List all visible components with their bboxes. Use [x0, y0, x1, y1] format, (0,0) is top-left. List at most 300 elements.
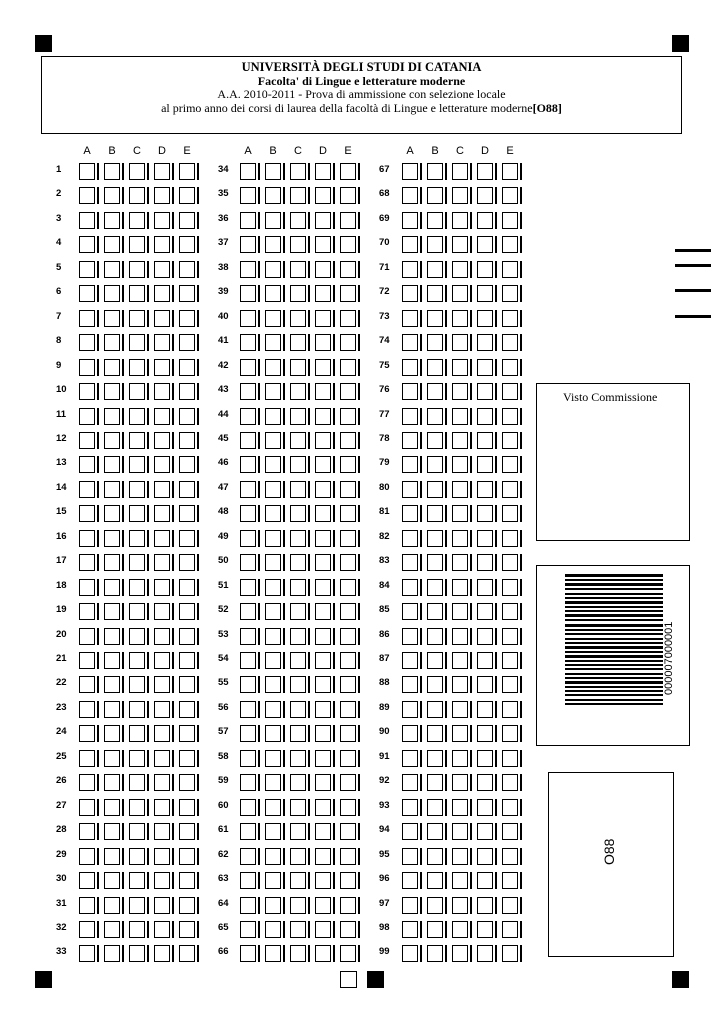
answer-checkbox-a[interactable] [402, 921, 418, 938]
answer-checkbox-a[interactable] [240, 456, 256, 473]
answer-checkbox-a[interactable] [79, 359, 95, 376]
answer-checkbox-b[interactable] [427, 725, 443, 742]
answer-checkbox-d[interactable] [315, 750, 331, 767]
answer-checkbox-a[interactable] [402, 261, 418, 278]
answer-checkbox-c[interactable] [452, 261, 468, 278]
answer-checkbox-a[interactable] [79, 921, 95, 938]
answer-checkbox-b[interactable] [427, 774, 443, 791]
answer-checkbox-b[interactable] [427, 163, 443, 180]
answer-checkbox-b[interactable] [104, 579, 120, 596]
answer-checkbox-c[interactable] [129, 554, 145, 571]
answer-checkbox-c[interactable] [290, 408, 306, 425]
answer-checkbox-e[interactable] [179, 310, 195, 327]
answer-checkbox-e[interactable] [502, 456, 518, 473]
answer-checkbox-c[interactable] [452, 359, 468, 376]
answer-checkbox-b[interactable] [427, 408, 443, 425]
answer-checkbox-a[interactable] [240, 236, 256, 253]
answer-checkbox-b[interactable] [104, 799, 120, 816]
answer-checkbox-a[interactable] [402, 505, 418, 522]
answer-checkbox-c[interactable] [129, 359, 145, 376]
answer-checkbox-d[interactable] [477, 310, 493, 327]
answer-checkbox-e[interactable] [179, 359, 195, 376]
answer-checkbox-d[interactable] [477, 285, 493, 302]
answer-checkbox-a[interactable] [240, 628, 256, 645]
answer-checkbox-a[interactable] [240, 163, 256, 180]
answer-checkbox-a[interactable] [240, 432, 256, 449]
answer-checkbox-a[interactable] [79, 554, 95, 571]
answer-checkbox-d[interactable] [315, 187, 331, 204]
answer-checkbox-a[interactable] [79, 383, 95, 400]
answer-checkbox-e[interactable] [340, 456, 356, 473]
answer-checkbox-c[interactable] [129, 187, 145, 204]
answer-checkbox-a[interactable] [240, 285, 256, 302]
answer-checkbox-c[interactable] [290, 579, 306, 596]
answer-checkbox-a[interactable] [402, 774, 418, 791]
answer-checkbox-e[interactable] [179, 652, 195, 669]
answer-checkbox-a[interactable] [402, 725, 418, 742]
answer-checkbox-b[interactable] [104, 872, 120, 889]
answer-checkbox-b[interactable] [104, 187, 120, 204]
answer-checkbox-c[interactable] [129, 432, 145, 449]
answer-checkbox-d[interactable] [477, 456, 493, 473]
answer-checkbox-e[interactable] [179, 774, 195, 791]
answer-checkbox-b[interactable] [427, 456, 443, 473]
answer-checkbox-b[interactable] [427, 554, 443, 571]
answer-checkbox-d[interactable] [477, 848, 493, 865]
answer-checkbox-a[interactable] [240, 310, 256, 327]
answer-checkbox-b[interactable] [104, 701, 120, 718]
answer-checkbox-e[interactable] [179, 261, 195, 278]
answer-checkbox-c[interactable] [452, 725, 468, 742]
answer-checkbox-e[interactable] [179, 945, 195, 962]
answer-checkbox-d[interactable] [315, 774, 331, 791]
answer-checkbox-b[interactable] [265, 236, 281, 253]
answer-checkbox-e[interactable] [340, 872, 356, 889]
answer-checkbox-e[interactable] [502, 432, 518, 449]
answer-checkbox-c[interactable] [129, 628, 145, 645]
answer-checkbox-e[interactable] [502, 212, 518, 229]
answer-checkbox-d[interactable] [477, 823, 493, 840]
answer-checkbox-a[interactable] [79, 505, 95, 522]
answer-checkbox-e[interactable] [502, 603, 518, 620]
answer-checkbox-a[interactable] [402, 456, 418, 473]
answer-checkbox-e[interactable] [502, 261, 518, 278]
answer-checkbox-b[interactable] [427, 579, 443, 596]
answer-checkbox-b[interactable] [427, 261, 443, 278]
answer-checkbox-c[interactable] [452, 530, 468, 547]
answer-checkbox-c[interactable] [452, 187, 468, 204]
answer-checkbox-b[interactable] [265, 774, 281, 791]
answer-checkbox-b[interactable] [104, 285, 120, 302]
answer-checkbox-b[interactable] [265, 212, 281, 229]
answer-checkbox-b[interactable] [265, 725, 281, 742]
answer-checkbox-c[interactable] [129, 505, 145, 522]
answer-checkbox-d[interactable] [477, 774, 493, 791]
answer-checkbox-a[interactable] [79, 848, 95, 865]
answer-checkbox-c[interactable] [452, 774, 468, 791]
answer-checkbox-b[interactable] [104, 530, 120, 547]
answer-checkbox-e[interactable] [340, 236, 356, 253]
answer-checkbox-e[interactable] [179, 456, 195, 473]
answer-checkbox-b[interactable] [104, 945, 120, 962]
answer-checkbox-d[interactable] [154, 823, 170, 840]
answer-checkbox-c[interactable] [452, 823, 468, 840]
answer-checkbox-a[interactable] [402, 848, 418, 865]
answer-checkbox-e[interactable] [340, 628, 356, 645]
answer-checkbox-c[interactable] [290, 848, 306, 865]
answer-checkbox-b[interactable] [427, 432, 443, 449]
answer-checkbox-c[interactable] [129, 774, 145, 791]
answer-checkbox-a[interactable] [240, 921, 256, 938]
answer-checkbox-d[interactable] [315, 236, 331, 253]
answer-checkbox-c[interactable] [129, 652, 145, 669]
answer-checkbox-e[interactable] [179, 505, 195, 522]
answer-checkbox-e[interactable] [179, 872, 195, 889]
answer-checkbox-a[interactable] [240, 579, 256, 596]
answer-checkbox-d[interactable] [315, 848, 331, 865]
answer-checkbox-a[interactable] [79, 872, 95, 889]
answer-checkbox-d[interactable] [315, 334, 331, 351]
answer-checkbox-b[interactable] [104, 310, 120, 327]
answer-checkbox-c[interactable] [290, 383, 306, 400]
answer-checkbox-b[interactable] [265, 945, 281, 962]
answer-checkbox-a[interactable] [240, 872, 256, 889]
answer-checkbox-c[interactable] [452, 456, 468, 473]
answer-checkbox-a[interactable] [240, 505, 256, 522]
answer-checkbox-b[interactable] [427, 652, 443, 669]
answer-checkbox-d[interactable] [154, 505, 170, 522]
answer-checkbox-a[interactable] [240, 774, 256, 791]
answer-checkbox-b[interactable] [265, 383, 281, 400]
answer-checkbox-b[interactable] [427, 310, 443, 327]
answer-checkbox-e[interactable] [502, 897, 518, 914]
answer-checkbox-e[interactable] [179, 408, 195, 425]
answer-checkbox-d[interactable] [154, 799, 170, 816]
answer-checkbox-c[interactable] [129, 603, 145, 620]
answer-checkbox-a[interactable] [240, 212, 256, 229]
answer-checkbox-b[interactable] [104, 212, 120, 229]
answer-checkbox-d[interactable] [154, 921, 170, 938]
answer-checkbox-b[interactable] [265, 530, 281, 547]
answer-checkbox-a[interactable] [79, 187, 95, 204]
answer-checkbox-d[interactable] [315, 872, 331, 889]
answer-checkbox-e[interactable] [502, 921, 518, 938]
answer-checkbox-b[interactable] [104, 554, 120, 571]
answer-checkbox-c[interactable] [452, 408, 468, 425]
answer-checkbox-c[interactable] [129, 799, 145, 816]
answer-checkbox-d[interactable] [477, 725, 493, 742]
answer-checkbox-d[interactable] [315, 212, 331, 229]
answer-checkbox-c[interactable] [290, 701, 306, 718]
answer-checkbox-e[interactable] [340, 383, 356, 400]
answer-checkbox-d[interactable] [315, 799, 331, 816]
answer-checkbox-c[interactable] [290, 799, 306, 816]
answer-checkbox-e[interactable] [340, 212, 356, 229]
answer-checkbox-c[interactable] [290, 628, 306, 645]
answer-checkbox-e[interactable] [179, 212, 195, 229]
answer-checkbox-a[interactable] [240, 799, 256, 816]
answer-checkbox-e[interactable] [502, 725, 518, 742]
answer-checkbox-c[interactable] [290, 750, 306, 767]
answer-checkbox-b[interactable] [265, 359, 281, 376]
answer-checkbox-d[interactable] [315, 676, 331, 693]
answer-checkbox-e[interactable] [179, 823, 195, 840]
answer-checkbox-d[interactable] [477, 701, 493, 718]
answer-checkbox-b[interactable] [265, 163, 281, 180]
answer-checkbox-d[interactable] [154, 750, 170, 767]
answer-checkbox-e[interactable] [179, 383, 195, 400]
answer-checkbox-d[interactable] [315, 945, 331, 962]
answer-checkbox-d[interactable] [154, 456, 170, 473]
answer-checkbox-b[interactable] [265, 310, 281, 327]
answer-checkbox-a[interactable] [240, 408, 256, 425]
answer-checkbox-d[interactable] [315, 554, 331, 571]
answer-checkbox-b[interactable] [104, 725, 120, 742]
answer-checkbox-e[interactable] [340, 505, 356, 522]
answer-checkbox-d[interactable] [154, 212, 170, 229]
answer-checkbox-b[interactable] [265, 603, 281, 620]
answer-checkbox-e[interactable] [179, 579, 195, 596]
answer-checkbox-d[interactable] [477, 212, 493, 229]
answer-checkbox-b[interactable] [265, 554, 281, 571]
answer-checkbox-e[interactable] [502, 848, 518, 865]
answer-checkbox-a[interactable] [79, 676, 95, 693]
answer-checkbox-a[interactable] [79, 945, 95, 962]
answer-checkbox-b[interactable] [265, 750, 281, 767]
answer-checkbox-d[interactable] [315, 725, 331, 742]
answer-checkbox-d[interactable] [154, 383, 170, 400]
answer-checkbox-e[interactable] [340, 554, 356, 571]
answer-checkbox-b[interactable] [265, 285, 281, 302]
answer-checkbox-c[interactable] [452, 579, 468, 596]
answer-checkbox-c[interactable] [452, 163, 468, 180]
answer-checkbox-c[interactable] [129, 897, 145, 914]
answer-checkbox-d[interactable] [154, 774, 170, 791]
answer-checkbox-c[interactable] [129, 701, 145, 718]
answer-checkbox-c[interactable] [290, 310, 306, 327]
answer-checkbox-d[interactable] [477, 603, 493, 620]
answer-checkbox-c[interactable] [129, 921, 145, 938]
answer-checkbox-e[interactable] [502, 505, 518, 522]
answer-checkbox-e[interactable] [502, 481, 518, 498]
answer-checkbox-a[interactable] [402, 383, 418, 400]
answer-checkbox-c[interactable] [129, 212, 145, 229]
answer-checkbox-b[interactable] [427, 285, 443, 302]
answer-checkbox-d[interactable] [315, 285, 331, 302]
answer-checkbox-d[interactable] [477, 676, 493, 693]
answer-checkbox-d[interactable] [154, 432, 170, 449]
answer-checkbox-a[interactable] [79, 285, 95, 302]
answer-checkbox-a[interactable] [79, 799, 95, 816]
answer-checkbox-c[interactable] [290, 334, 306, 351]
answer-checkbox-e[interactable] [179, 285, 195, 302]
answer-checkbox-e[interactable] [502, 750, 518, 767]
answer-checkbox-c[interactable] [290, 505, 306, 522]
answer-checkbox-d[interactable] [315, 603, 331, 620]
answer-checkbox-a[interactable] [79, 212, 95, 229]
answer-checkbox-a[interactable] [240, 676, 256, 693]
answer-checkbox-a[interactable] [402, 897, 418, 914]
answer-checkbox-b[interactable] [104, 383, 120, 400]
answer-checkbox-b[interactable] [104, 848, 120, 865]
answer-checkbox-d[interactable] [154, 945, 170, 962]
answer-checkbox-a[interactable] [240, 359, 256, 376]
answer-checkbox-d[interactable] [315, 359, 331, 376]
answer-checkbox-b[interactable] [265, 799, 281, 816]
answer-checkbox-b[interactable] [265, 823, 281, 840]
answer-checkbox-b[interactable] [427, 628, 443, 645]
answer-checkbox-e[interactable] [502, 554, 518, 571]
answer-checkbox-c[interactable] [129, 530, 145, 547]
answer-checkbox-e[interactable] [340, 579, 356, 596]
answer-checkbox-d[interactable] [315, 310, 331, 327]
answer-checkbox-c[interactable] [129, 725, 145, 742]
answer-checkbox-d[interactable] [315, 163, 331, 180]
answer-checkbox-d[interactable] [154, 481, 170, 498]
answer-checkbox-c[interactable] [290, 676, 306, 693]
answer-checkbox-b[interactable] [265, 652, 281, 669]
answer-checkbox-d[interactable] [477, 236, 493, 253]
answer-checkbox-e[interactable] [502, 701, 518, 718]
answer-checkbox-a[interactable] [79, 163, 95, 180]
answer-checkbox-d[interactable] [154, 530, 170, 547]
answer-checkbox-d[interactable] [315, 432, 331, 449]
answer-checkbox-c[interactable] [452, 212, 468, 229]
answer-checkbox-b[interactable] [265, 261, 281, 278]
answer-checkbox-c[interactable] [452, 921, 468, 938]
answer-checkbox-c[interactable] [452, 872, 468, 889]
answer-checkbox-b[interactable] [427, 187, 443, 204]
answer-checkbox-b[interactable] [427, 603, 443, 620]
answer-checkbox-d[interactable] [154, 236, 170, 253]
answer-checkbox-e[interactable] [179, 554, 195, 571]
answer-checkbox-a[interactable] [240, 383, 256, 400]
answer-checkbox-e[interactable] [340, 432, 356, 449]
answer-checkbox-a[interactable] [240, 725, 256, 742]
answer-checkbox-e[interactable] [340, 261, 356, 278]
answer-checkbox-d[interactable] [315, 481, 331, 498]
answer-checkbox-c[interactable] [452, 799, 468, 816]
answer-checkbox-a[interactable] [79, 725, 95, 742]
answer-checkbox-b[interactable] [427, 676, 443, 693]
answer-checkbox-b[interactable] [104, 652, 120, 669]
answer-checkbox-c[interactable] [452, 945, 468, 962]
answer-checkbox-d[interactable] [315, 628, 331, 645]
answer-checkbox-c[interactable] [290, 456, 306, 473]
answer-checkbox-b[interactable] [265, 432, 281, 449]
answer-checkbox-b[interactable] [104, 359, 120, 376]
answer-checkbox-c[interactable] [290, 921, 306, 938]
answer-checkbox-c[interactable] [129, 383, 145, 400]
answer-checkbox-d[interactable] [154, 676, 170, 693]
answer-checkbox-b[interactable] [104, 921, 120, 938]
answer-checkbox-b[interactable] [427, 334, 443, 351]
answer-checkbox-c[interactable] [452, 701, 468, 718]
answer-checkbox-a[interactable] [240, 187, 256, 204]
answer-checkbox-b[interactable] [265, 505, 281, 522]
answer-checkbox-c[interactable] [290, 187, 306, 204]
answer-checkbox-e[interactable] [179, 628, 195, 645]
answer-checkbox-a[interactable] [402, 554, 418, 571]
answer-checkbox-e[interactable] [179, 236, 195, 253]
answer-checkbox-b[interactable] [104, 432, 120, 449]
answer-checkbox-a[interactable] [79, 579, 95, 596]
answer-checkbox-e[interactable] [179, 530, 195, 547]
answer-checkbox-a[interactable] [402, 823, 418, 840]
answer-checkbox-d[interactable] [477, 187, 493, 204]
answer-checkbox-a[interactable] [240, 848, 256, 865]
answer-checkbox-b[interactable] [104, 408, 120, 425]
answer-checkbox-b[interactable] [265, 872, 281, 889]
answer-checkbox-d[interactable] [154, 897, 170, 914]
answer-checkbox-c[interactable] [290, 725, 306, 742]
answer-checkbox-e[interactable] [179, 163, 195, 180]
answer-checkbox-d[interactable] [477, 921, 493, 938]
answer-checkbox-d[interactable] [315, 579, 331, 596]
answer-checkbox-c[interactable] [129, 848, 145, 865]
answer-checkbox-b[interactable] [104, 603, 120, 620]
answer-checkbox-e[interactable] [502, 823, 518, 840]
answer-checkbox-d[interactable] [477, 897, 493, 914]
answer-checkbox-b[interactable] [427, 823, 443, 840]
answer-checkbox-e[interactable] [179, 921, 195, 938]
answer-checkbox-a[interactable] [402, 163, 418, 180]
answer-checkbox-a[interactable] [240, 897, 256, 914]
answer-checkbox-d[interactable] [477, 652, 493, 669]
answer-checkbox-b[interactable] [427, 530, 443, 547]
answer-checkbox-e[interactable] [340, 848, 356, 865]
answer-checkbox-d[interactable] [315, 897, 331, 914]
answer-checkbox-c[interactable] [452, 310, 468, 327]
answer-checkbox-b[interactable] [265, 408, 281, 425]
answer-checkbox-b[interactable] [265, 848, 281, 865]
answer-checkbox-a[interactable] [402, 187, 418, 204]
answer-checkbox-c[interactable] [129, 872, 145, 889]
answer-checkbox-d[interactable] [315, 652, 331, 669]
answer-checkbox-d[interactable] [477, 505, 493, 522]
answer-checkbox-e[interactable] [340, 897, 356, 914]
answer-checkbox-b[interactable] [104, 505, 120, 522]
answer-checkbox-c[interactable] [452, 628, 468, 645]
answer-checkbox-a[interactable] [79, 823, 95, 840]
answer-checkbox-a[interactable] [402, 236, 418, 253]
answer-checkbox-d[interactable] [154, 628, 170, 645]
answer-checkbox-b[interactable] [427, 750, 443, 767]
answer-checkbox-a[interactable] [240, 603, 256, 620]
answer-checkbox-a[interactable] [402, 945, 418, 962]
answer-checkbox-e[interactable] [179, 432, 195, 449]
answer-checkbox-a[interactable] [402, 579, 418, 596]
answer-checkbox-e[interactable] [502, 530, 518, 547]
answer-checkbox-a[interactable] [240, 701, 256, 718]
answer-checkbox-e[interactable] [502, 163, 518, 180]
answer-checkbox-e[interactable] [340, 823, 356, 840]
answer-checkbox-b[interactable] [427, 505, 443, 522]
answer-checkbox-a[interactable] [79, 628, 95, 645]
answer-checkbox-d[interactable] [477, 334, 493, 351]
answer-checkbox-a[interactable] [79, 236, 95, 253]
answer-checkbox-d[interactable] [154, 334, 170, 351]
answer-checkbox-a[interactable] [402, 872, 418, 889]
answer-checkbox-e[interactable] [340, 725, 356, 742]
answer-checkbox-a[interactable] [402, 676, 418, 693]
answer-checkbox-a[interactable] [240, 481, 256, 498]
answer-checkbox-e[interactable] [340, 310, 356, 327]
answer-checkbox-b[interactable] [427, 921, 443, 938]
answer-checkbox-c[interactable] [452, 848, 468, 865]
answer-checkbox-d[interactable] [154, 554, 170, 571]
answer-checkbox-d[interactable] [477, 799, 493, 816]
